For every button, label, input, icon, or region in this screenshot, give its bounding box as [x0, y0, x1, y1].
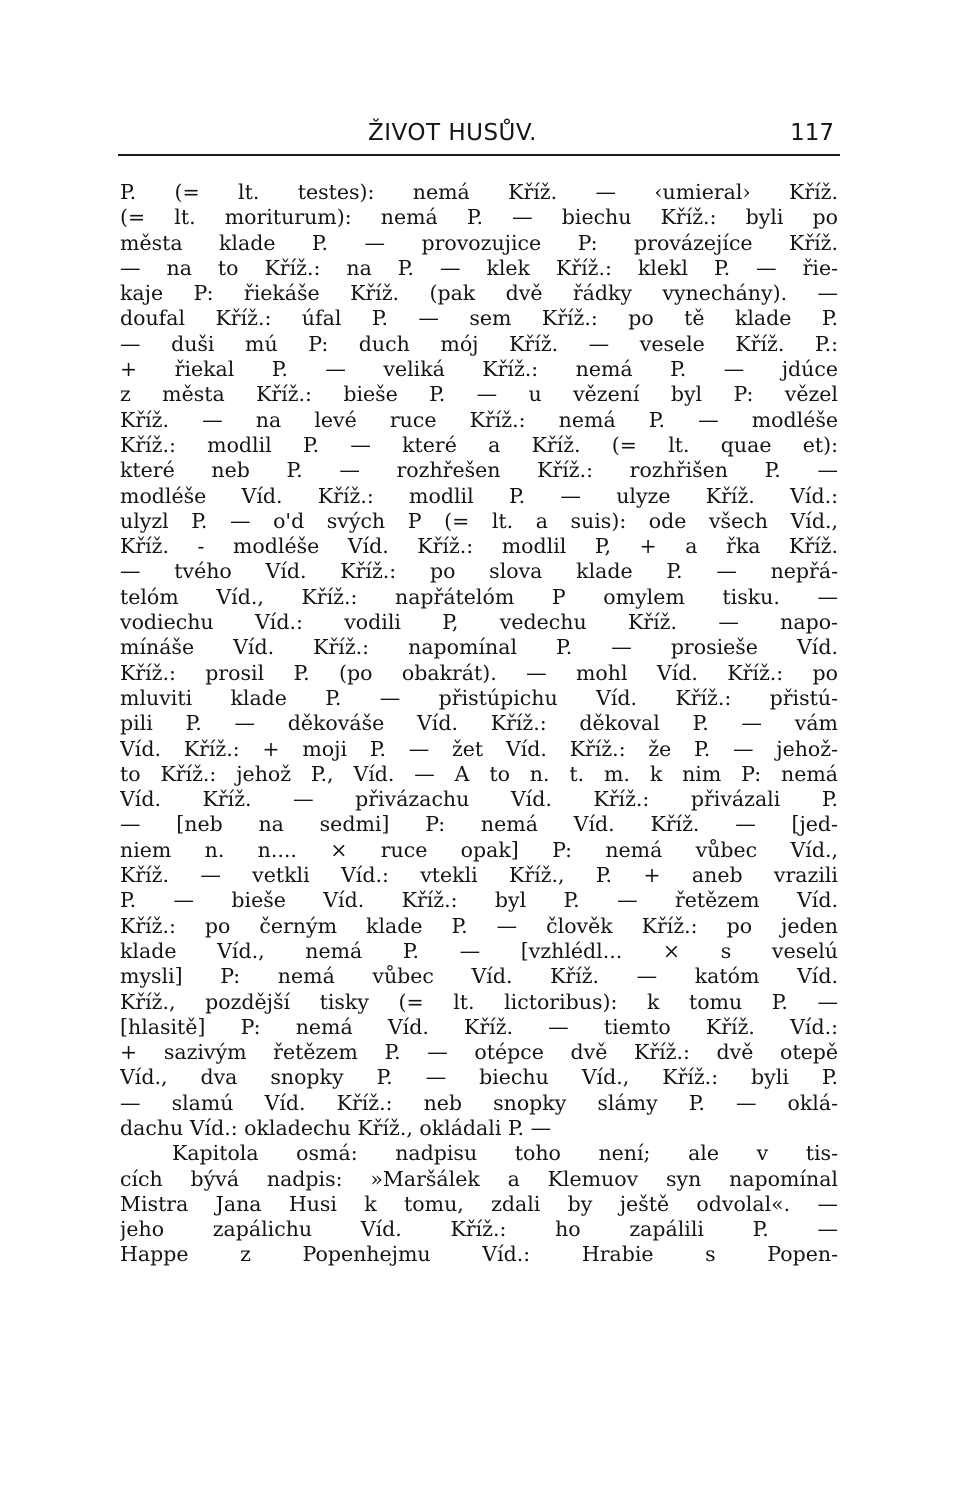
text-line: cích bývá nadpis: »Maršálek a Klemuov syn napomínal	[120, 1166, 838, 1191]
text-line: mínáše Víd. Kříž.: napomínal P. — prosieše Víd.	[120, 635, 838, 660]
text-line: telóm Víd., Kříž.: napřátelóm P omylem tisku. —	[120, 584, 838, 609]
text-line: [hlasitě] P: nemá Víd. Kříž. — tiemto Kříž. Víd.:	[120, 1014, 838, 1039]
text-line: Kříž., pozdější tisky (= lt. lictoribus): k tomu P. —	[120, 989, 838, 1014]
text-line: Mistra Jana Husi k tomu, zdali by ještě odvolal«. —	[120, 1191, 838, 1216]
text-line: — tvého Víd. Kříž.: po slova klade P. — nepřá-	[120, 559, 838, 584]
text-line: modléše Víd. Kříž.: modlil P. — ulyze Kříž. Víd.:	[120, 483, 838, 508]
text-line: klade Víd., nemá P. — [vzhlédl... × s veselú	[120, 938, 838, 963]
text-line: — na to Kříž.: na P. — klek Kříž.: klekl P. — řie-	[120, 255, 838, 280]
text-line: Víd., dva snopky P. — biechu Víd., Kříž.: byli P.	[120, 1065, 838, 1090]
text-line: ulyzl P. — o'd svých P (= lt. a suis): ode všech Víd.,	[120, 508, 838, 533]
text-line: vodiechu Víd.: vodili P, vedechu Kříž. — napo-	[120, 610, 838, 635]
text-line: Kříž.: modlil P. — které a Kříž. (= lt. quae et):	[120, 432, 838, 457]
text-line: kaje P: řiekáše Kříž. (pak dvě řádky vynechány). —	[120, 281, 838, 306]
text-line: Kříž. — na levé ruce Kříž.: nemá P. — modléše	[120, 407, 838, 432]
text-line: Víd. Kříž.: + moji P. — žet Víd. Kříž.: že P. — jehož-	[120, 736, 838, 761]
body-text	[118, 180, 840, 1268]
text-line: města klade P. — provozujice P: provázejíce Kříž.	[120, 230, 838, 255]
text-line: Kapitola osmá: nadpisu toho není; ale v tis-	[172, 1141, 838, 1166]
text-line: + řiekal P. — veliká Kříž.: nemá P. — jdúce	[120, 357, 838, 382]
book-page	[118, 118, 840, 1268]
text-line: P. (= lt. testes): nemá Kříž. — ‹umieral› Kříž.	[120, 180, 838, 204]
text-line: doufal Kříž.: úfal P. — sem Kříž.: po tě klade P.	[120, 306, 838, 331]
text-line: mysli] P: nemá vůbec Víd. Kříž. — katóm Víd.	[120, 964, 838, 989]
text-line: Happe z Popenhejmu Víd.: Hrabie s Popen-	[120, 1242, 838, 1267]
text-line: Kříž. - modléše Víd. Kříž.: modlil P, + a řka Kříž.	[120, 534, 838, 559]
page-header	[118, 118, 840, 156]
text-line: P. — bieše Víd. Kříž.: byl P. — řetězem Víd.	[120, 888, 838, 913]
text-line: Kříž.: po černým klade P. — člověk Kříž.: po jeden	[120, 913, 838, 938]
text-line: — duši mú P: duch mój Kříž. — vesele Kříž. P.:	[120, 331, 838, 356]
text-line: mluviti klade P. — přistúpichu Víd. Kříž.: přistú-	[120, 685, 838, 710]
text-line: — slamú Víd. Kříž.: neb snopky slámy P. — oklá-	[120, 1090, 838, 1115]
text-line: (= lt. moriturum): nemá P. — biechu Kříž.: byli po	[120, 205, 838, 230]
text-line: dachu Víd.: okladechu Kříž., okládali P. —	[120, 1115, 552, 1140]
text-line: z města Kříž.: bieše P. — u vězení byl P: vězel	[120, 382, 838, 407]
text-line: jeho zapálichu Víd. Kříž.: ho zapálili P. —	[120, 1217, 838, 1242]
text-line: to Kříž.: jehož P., Víd. — A to n. t. m. k nim P: nemá	[120, 761, 838, 786]
text-line: Kříž.: prosil P. (po obakrát). — mohl Víd. Kříž.: po	[120, 660, 838, 685]
text-line: Kříž. — vetkli Víd.: vtekli Kříž., P. + aneb vrazili	[120, 863, 838, 888]
text-line: Víd. Kříž. — přivázachu Víd. Kříž.: přivázali P.	[120, 787, 838, 812]
text-line: které neb P. — rozhřešen Kříž.: rozhřišen P. —	[120, 458, 838, 483]
text-line: — [neb na sedmi] P: nemá Víd. Kříž. — [jed-	[120, 812, 838, 837]
text-line: pili P. — děkováše Víd. Kříž.: děkoval P. — vám	[120, 711, 838, 736]
page-number: 117	[790, 120, 834, 146]
text-line: niem n. n.... × ruce opak] P: nemá vůbec Víd.,	[120, 837, 838, 862]
text-line: + sazivým řetězem P. — otépce dvě Kříž.: dvě otepě	[120, 1040, 838, 1065]
running-title: ŽIVOT HUSŮV.	[368, 120, 537, 146]
